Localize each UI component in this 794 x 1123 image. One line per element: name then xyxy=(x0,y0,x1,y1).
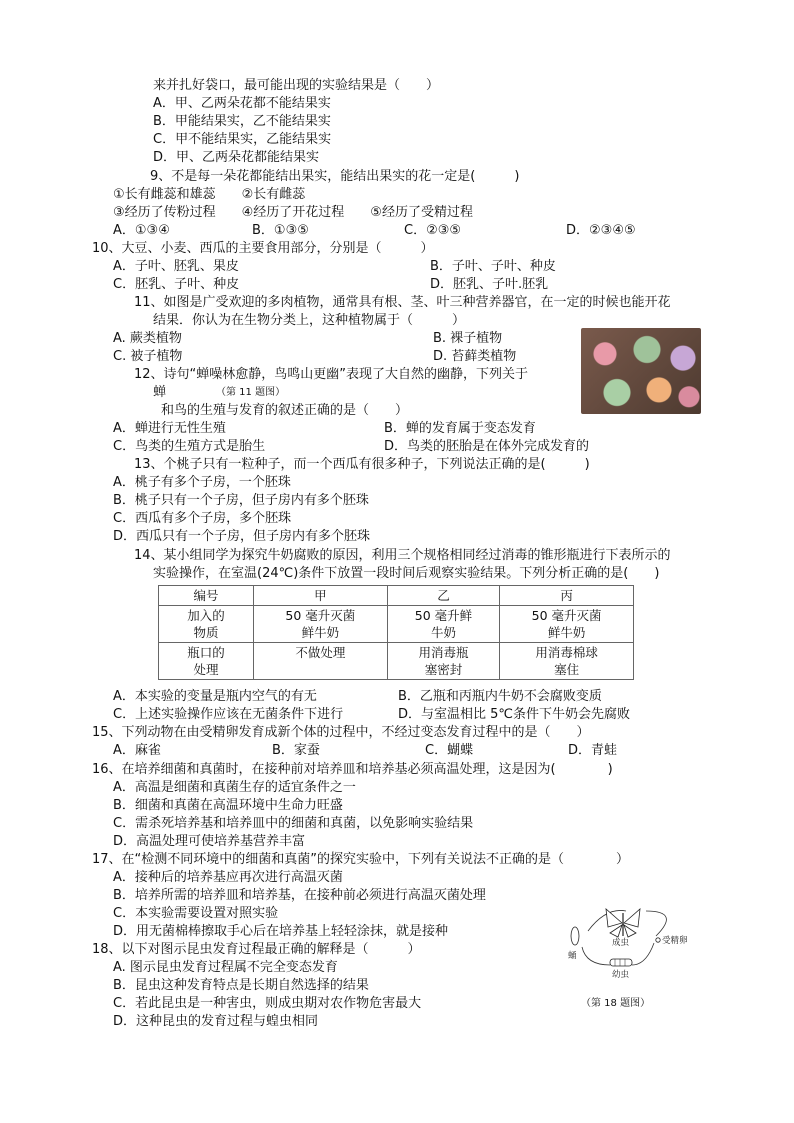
q18-option-c: C．若此昆虫是一种害虫，则成虫期对农作物危害最大 xyxy=(113,996,422,1011)
q8-option-b: B．甲能结果实，乙不能结果实 xyxy=(153,114,331,129)
table-header-row xyxy=(159,586,634,606)
q16-stem: 16、在培养细菌和真菌时，在接种前对培养皿和培养基必须高温处理，这是因为( ) xyxy=(92,762,613,777)
q11-stem-2: 结果．你认为在生物分类上，这种植物属于（ ） xyxy=(153,313,466,328)
q12-option-a: A．蝉进行无性生殖 xyxy=(113,421,226,436)
q11-option-d: D. 苔藓类植物 xyxy=(433,349,517,364)
cycle-arrow-egg-larva xyxy=(632,943,654,965)
q10-stem: 10、大豆、小麦、西瓜的主要食用部分，分别是（ ） xyxy=(92,241,434,256)
q10-option-c: C．胚乳、子叶、种皮 xyxy=(113,277,240,292)
q14-stem: 14、某小组同学为探究牛奶腐败的原因，利用三个规格相同经过消毒的锥形瓶进行下表所示的 xyxy=(134,548,671,563)
q17-stem: 17、在“检测不同环境中的细菌和真菌”的探究实验中，下列有关说法不正确的是（ ） xyxy=(92,852,630,867)
q9-option-b: B．①③⑤ xyxy=(252,223,309,238)
q16-option-a: A．高温是细菌和真菌生存的适宜条件之一 xyxy=(113,780,356,795)
table-cell: 50 毫升鲜 牛奶 xyxy=(387,606,500,643)
q18-stem: 18、以下对图示昆虫发育过程最正确的解释是（ ） xyxy=(92,942,421,957)
egg-icon xyxy=(656,938,660,942)
fig18-caption: （第 18 题图） xyxy=(581,998,651,1009)
larva-icon xyxy=(610,959,632,966)
q12-stem: 12、诗句“蝉噪林愈静，鸟鸣山更幽”表现了大自然的幽静，下列关于 xyxy=(134,367,529,382)
q13-option-a: A．桃子有多个子房，一个胚珠 xyxy=(113,475,291,490)
table-row xyxy=(159,643,634,680)
q15-option-c: C．蝴蝶 xyxy=(425,743,474,758)
q9-option-d: D．②③④⑤ xyxy=(566,223,636,238)
q16-option-b: B．细菌和真菌在高温环境中生命力旺盛 xyxy=(113,798,343,813)
q12-option-c: C．鸟类的生殖方式是胎生 xyxy=(113,439,266,454)
q13-option-d: D．西瓜只有一个子房，但子房内有多个胚珠 xyxy=(113,529,371,544)
q14-option-b: B．乙瓶和丙瓶内牛奶不会腐败变质 xyxy=(398,689,602,704)
q9-option-c: C．②③⑤ xyxy=(404,223,462,238)
q15-option-d: D．青蛙 xyxy=(568,743,618,758)
q17-option-c: C．本实验需要设置对照实验 xyxy=(113,906,279,921)
table-cell: 不做处理 xyxy=(254,643,388,680)
q15-option-b: B．家蚕 xyxy=(272,743,320,758)
table-cell: 加入的 物质 xyxy=(159,606,254,643)
q12-option-d: D．鸟类的胚胎是在体外完成发育的 xyxy=(384,439,590,454)
q16-option-d: D．高温处理可使培养基营养丰富 xyxy=(113,834,306,849)
q9-stem: 9、不是每一朵花都能结出果实，能结出果实的花一定是( ) xyxy=(150,169,520,184)
table-cell: 50 毫升灭菌 鲜牛奶 xyxy=(500,606,634,643)
table-cell: 50 毫升灭菌 鲜牛奶 xyxy=(254,606,388,643)
q14-option-d: D．与室温相比 5℃条件下牛奶会先腐败 xyxy=(398,707,631,722)
table-cell: 用消毒棉球 塞住 xyxy=(500,643,634,680)
q18-option-d: D．这种昆虫的发育过程与蝗虫相同 xyxy=(113,1014,319,1029)
table-cell: 瓶口的 处理 xyxy=(159,643,254,680)
q10-option-a: A．子叶、胚乳、果皮 xyxy=(113,259,239,274)
label-adult: 成虫 xyxy=(612,938,630,948)
q11-option-a: A. 蕨类植物 xyxy=(113,331,182,346)
q8-option-a: A．甲、乙两朵花都不能结果实 xyxy=(153,96,331,111)
label-pupa: 蛹 xyxy=(568,951,577,961)
table-header-cell: 甲 xyxy=(254,586,388,606)
q14-option-a: A．本实验的变量是瓶内空气的有无 xyxy=(113,689,317,704)
table-header-cell: 乙 xyxy=(387,586,500,606)
q18-option-a: A. 图示昆虫发育过程属不完全变态发育 xyxy=(113,960,338,975)
q12-stem-cicada: 蝉 xyxy=(153,385,167,400)
q11-option-c: C. 被子植物 xyxy=(113,349,183,364)
q13-option-b: B．桃子只有一个子房，但子房内有多个胚珠 xyxy=(113,493,369,508)
table-header-cell: 丙 xyxy=(500,586,634,606)
fig11-caption: （第 11 题图） xyxy=(216,387,286,398)
table-cell: 用消毒瓶 塞密封 xyxy=(387,643,500,680)
q15-stem: 15、下列动物在由受精卵发育成新个体的过程中，不经过变态发育过程中的是（ ） xyxy=(92,725,590,740)
experiment-table xyxy=(158,585,634,680)
cycle-arrow-larva-pupa xyxy=(582,947,610,965)
q10-option-b: B．子叶、子叶、种皮 xyxy=(430,259,556,274)
q11-stem: 11、如图是广受欢迎的多肉植物，通常具有根、茎、叶三种营养器官，在一定的时候也能开花 xyxy=(134,295,671,310)
q18-option-b: B．昆虫这种发育特点是长期自然选择的结果 xyxy=(113,978,369,993)
q9-statements-2: ③经历了传粉过程 ④经历了开花过程 ⑤经历了受精过程 xyxy=(113,205,473,220)
q13-stem: 13、个桃子只有一粒种子，而一个西瓜有很多种子，下列说法正确的是( ) xyxy=(134,457,590,472)
q17-option-a: A．接种后的培养基应再次进行高温灭菌 xyxy=(113,870,343,885)
q9-option-a: A．①③④ xyxy=(113,223,170,238)
q8-option-d: D．甲、乙两朵花都能结果实 xyxy=(153,150,320,165)
q17-option-d: D．用无菌棉棒擦取手心后在培养基上轻轻涂抹，就是接种 xyxy=(113,924,449,939)
q17-option-b: B．培养所需的培养皿和培养基，在接种前必须进行高温灭菌处理 xyxy=(113,888,486,903)
q12-stem-2: 和鸟的生殖与发育的叙述正确的是（ ） xyxy=(161,403,409,418)
table-row xyxy=(159,606,634,643)
table-header-cell: 编号 xyxy=(159,586,254,606)
q15-option-a: A．麻雀 xyxy=(113,743,161,758)
q12-option-b: B．蝉的发育属于变态发育 xyxy=(384,421,536,436)
q10-option-d: D．胚乳、子叶.胚乳 xyxy=(430,277,549,292)
q8-option-c: C．甲不能结果实，乙能结果实 xyxy=(153,132,332,147)
q14-stem-2: 实验操作，在室温(24℃)条件下放置一段时间后观察实验结果。下列分析正确的是( ) xyxy=(153,566,660,581)
q8-stem-tail: 来并扎好袋口，最可能出现的实验结果是（ ） xyxy=(153,78,440,93)
q13-option-c: C．西瓜有多个子房，多个胚珠 xyxy=(113,511,292,526)
q14-option-c: C．上述实验操作应该在无菌条件下进行 xyxy=(113,707,344,722)
butterfly-icon xyxy=(606,909,640,937)
q9-statements-1: ①长有雌蕊和雄蕊 ②长有雌蕊 xyxy=(113,187,306,202)
q11-option-b: B. 裸子植物 xyxy=(433,331,503,346)
pupa-icon xyxy=(571,927,579,945)
q16-option-c: C．需杀死培养基和培养皿中的细菌和真菌，以免影响实验结果 xyxy=(113,816,474,831)
label-egg: 受精卵 xyxy=(662,936,688,946)
cycle-arrow-adult-egg xyxy=(646,911,666,936)
succulent-plant-photo xyxy=(581,328,701,414)
label-larva: 幼虫 xyxy=(612,970,630,980)
insect-lifecycle-diagram xyxy=(566,903,726,983)
